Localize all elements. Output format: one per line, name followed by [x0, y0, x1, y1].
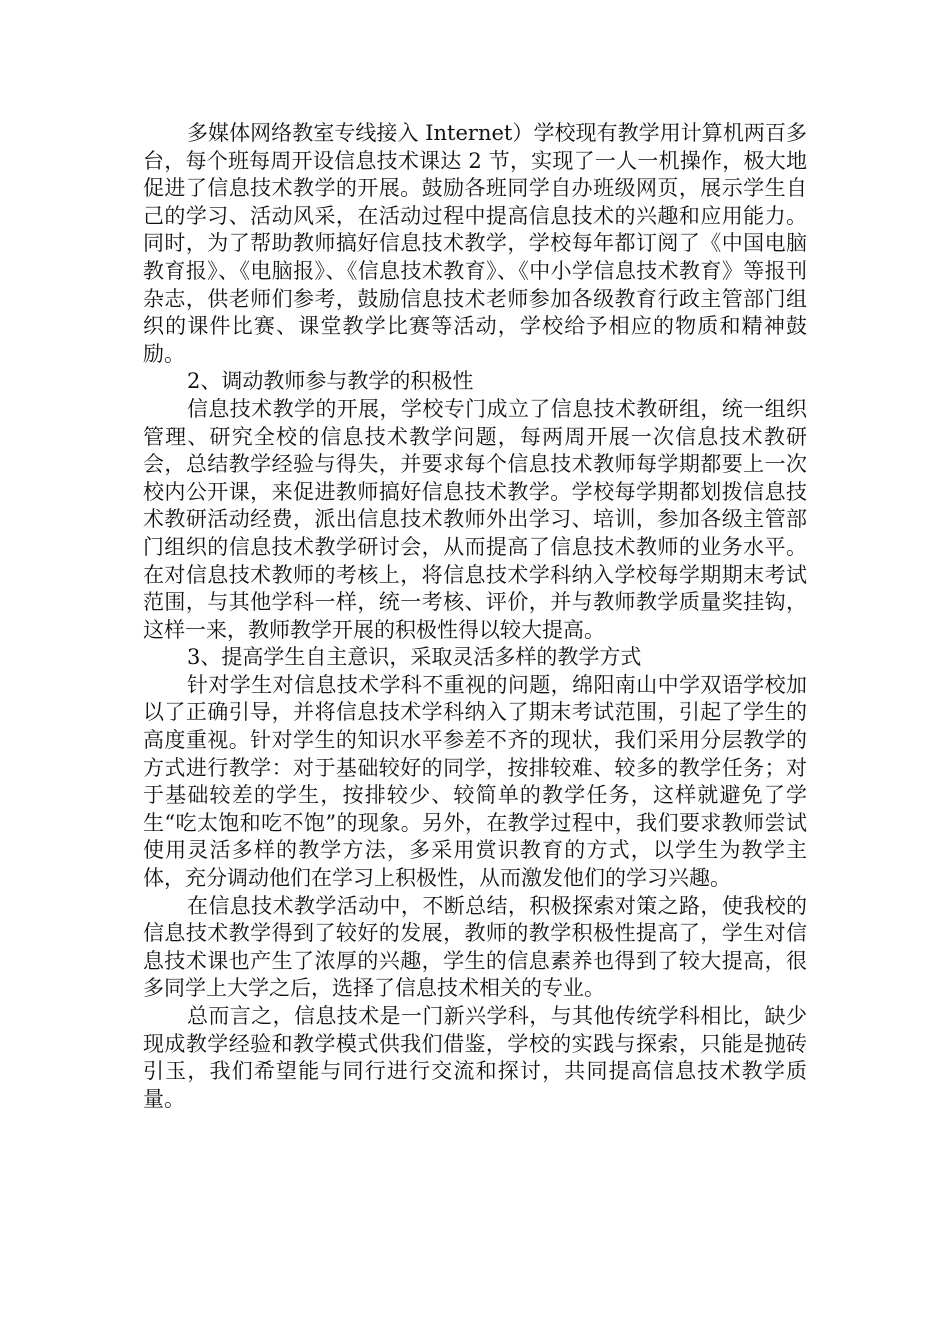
paragraph-conclusion: 总而言之，信息技术是一门新兴学科，与其他传统学科相比，缺少现成教学经验和教学模式供我们借鉴，学校的实践与探索，只能是抛砖引玉，我们希望能与同行进行交流和探讨，共同提高信息技术教学质量。 [143, 1004, 807, 1111]
paragraph-teacher-motivation: 信息技术教学的开展，学校专门成立了信息技术教研组，统一组织管理、研究全校的信息技术教学问题，每两周开展一次信息技术教研会，总结教学经验与得失，并要求每个信息技术教师每学期都要上一次校内公开课，来促进教师搞好信息技术教学。学校每学期都划拨信息技术教研活动经费，派出信息技术教师外出学习、培训，参加各级主管部门组织的信息技术教学研讨会，从而提高了信息技术教师的业务水平。在对信息技术教师的考核上，将信息技术学科纳入学校每学期期末考试范围，与其他学科一样，统一考核、评价，并与教师教学质量奖挂钩，这样一来，教师教学开展的积极性得以较大提高。 [143, 396, 807, 642]
paragraph-equipment: 多媒体网络教室专线接入 Internet）学校现有教学用计算机两百多台，每个班每周开设信息技术课达 2 节，实现了一人一机操作，极大地促进了信息技术教学的开展。鼓励各班同学自办班级网页，展示学生自己的学习、活动风采，在活动过程中提高信息技术的兴趣和应用能力。同时，为了帮助教师搞好信息技术教学，学校每年都订阅了《中国电脑教育报》、《电脑报》、《信息技术教育》、《中小学信息技术教育》等报刊杂志，供老师们参考，鼓励信息技术老师参加各级教育行政主管部门组织的课件比赛、课堂教学比赛等活动，学校给予相应的物质和精神鼓励。 [143, 121, 807, 366]
section-heading-2: 2、调动教师参与教学的积极性 [187, 369, 474, 394]
paragraph-summary-development: 在信息技术教学活动中，不断总结，积极探索对策之路，使我校的信息技术教学得到了较好的发展，教师的教学积极性提高了，学生对信息技术课也产生了浓厚的兴趣，学生的信息素养也得到了较大提高，很多同学上大学之后，选择了信息技术相关的专业。 [143, 893, 807, 1001]
paragraph-student-awareness: 针对学生对信息技术学科不重视的问题，绵阳南山中学双语学校加以了正确引导，并将信息技术学科纳入了期末考试范围，引起了学生的高度重视。针对学生的知识水平参差不齐的现状，我们采用分层教学的方式进行教学：对于基础较好的同学，按排较难、较多的教学任务；对于基础较差的学生，按排较少、较简单的教学任务，这样就避免了学生“吃太饱和吃不饱”的现象。另外，在教学过程中，我们要求教师尝试使用灵活多样的教学方法，多采用赏识教育的方式，以学生为教学主体，充分调动他们在学习上积极性，从而激发他们的学习兴趣。 [143, 672, 807, 891]
section-heading-3: 3、提高学生自主意识，采取灵活多样的教学方式 [187, 645, 642, 670]
document-body [143, 120, 807, 1113]
